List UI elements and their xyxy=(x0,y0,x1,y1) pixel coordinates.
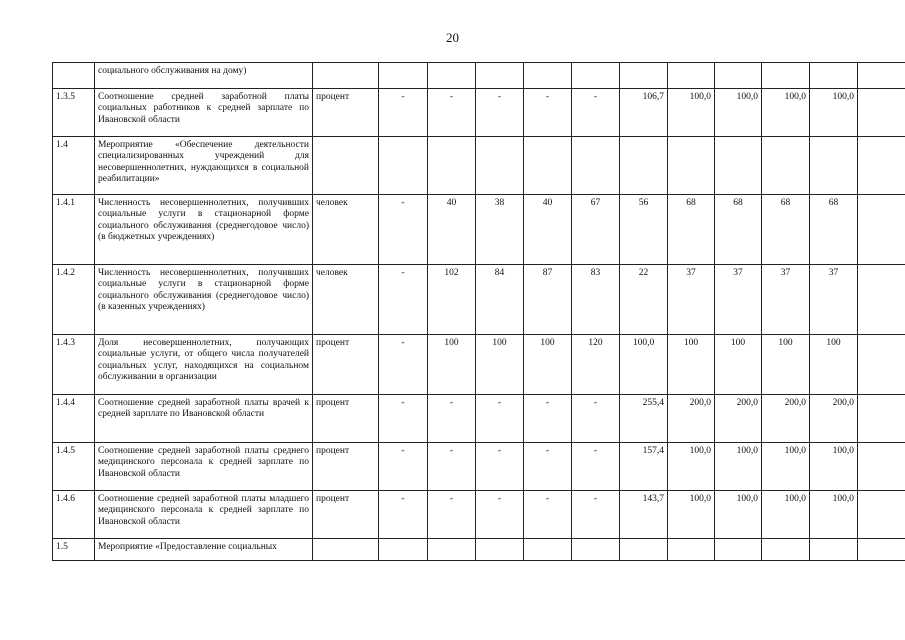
value-cell: 100 xyxy=(715,335,762,395)
value-cell xyxy=(428,63,476,89)
table-row xyxy=(53,539,905,561)
indicator-name: Численность несовершеннолетних, получивших социальные услуги в стационарной форме социального обслуживания (среднегодовое число) (в бюджетных учреждениях) xyxy=(95,195,313,265)
indicator-name: Соотношение средней заработной платы врачей к средней зарплате по Ивановской области xyxy=(95,395,313,443)
value-cell xyxy=(858,539,905,561)
unit-cell: процент xyxy=(313,89,379,137)
value-cell: - xyxy=(524,443,572,491)
value-cell: 37 xyxy=(668,265,715,335)
value-cell: 37 xyxy=(810,265,858,335)
value-cell xyxy=(476,63,524,89)
row-number: 1.4 xyxy=(53,137,95,195)
value-cell: 100,0 xyxy=(668,491,715,539)
value-cell xyxy=(379,539,428,561)
value-cell xyxy=(858,195,905,265)
indicator-name: Доля несовершеннолетних, получающих социальные услуги, от общего числа получателей социальных услуг, находящихся на социальном обслуживании в организации xyxy=(95,335,313,395)
value-cell: - xyxy=(379,89,428,137)
row-number: 1.4.5 xyxy=(53,443,95,491)
indicator-name: социального обслуживания на дому) xyxy=(95,63,313,89)
unit-cell: процент xyxy=(313,443,379,491)
value-cell xyxy=(668,63,715,89)
row-number: 1.3.5 xyxy=(53,89,95,137)
row-number: 1.4.4 xyxy=(53,395,95,443)
value-cell xyxy=(620,63,668,89)
value-cell xyxy=(524,137,572,195)
table-row xyxy=(53,491,905,539)
unit-cell: человек xyxy=(313,195,379,265)
value-cell: 100,0 xyxy=(715,89,762,137)
value-cell: 157,4 xyxy=(620,443,668,491)
value-cell: 100 xyxy=(668,335,715,395)
value-cell: 120 xyxy=(572,335,620,395)
indicator-name: Мероприятие «Обеспечение деятельности специализированных учреждений для несовершеннолетних, нуждающихся в социальной реабилитации» xyxy=(95,137,313,195)
value-cell: - xyxy=(428,395,476,443)
value-cell: 100,0 xyxy=(715,443,762,491)
value-cell: 22 xyxy=(620,265,668,335)
value-cell xyxy=(762,137,810,195)
row-number: 1.4.3 xyxy=(53,335,95,395)
value-cell xyxy=(715,539,762,561)
value-cell xyxy=(620,137,668,195)
value-cell: 100,0 xyxy=(762,491,810,539)
indicator-name: Численность несовершеннолетних, получивших социальные услуги в стационарной форме социального обслуживания (среднегодовое число) (в казенных учреждениях) xyxy=(95,265,313,335)
value-cell xyxy=(858,491,905,539)
table-row xyxy=(53,89,905,137)
value-cell: 100 xyxy=(762,335,810,395)
value-cell xyxy=(668,137,715,195)
value-cell: 87 xyxy=(524,265,572,335)
value-cell: 100,0 xyxy=(668,89,715,137)
value-cell: - xyxy=(476,491,524,539)
value-cell: 200,0 xyxy=(668,395,715,443)
value-cell: 100,0 xyxy=(715,491,762,539)
value-cell xyxy=(810,539,858,561)
value-cell: 68 xyxy=(762,195,810,265)
unit-cell xyxy=(313,63,379,89)
value-cell: - xyxy=(524,395,572,443)
value-cell: 100 xyxy=(428,335,476,395)
value-cell xyxy=(858,63,905,89)
value-cell xyxy=(810,137,858,195)
unit-cell: процент xyxy=(313,491,379,539)
value-cell xyxy=(858,443,905,491)
value-cell: - xyxy=(428,491,476,539)
value-cell xyxy=(858,265,905,335)
value-cell xyxy=(810,63,858,89)
value-cell: 68 xyxy=(810,195,858,265)
unit-cell: человек xyxy=(313,265,379,335)
value-cell: - xyxy=(428,89,476,137)
value-cell: 100,0 xyxy=(810,443,858,491)
table-row xyxy=(53,443,905,491)
unit-cell: процент xyxy=(313,335,379,395)
row-number: 1.4.2 xyxy=(53,265,95,335)
table-row xyxy=(53,335,905,395)
table-row xyxy=(53,265,905,335)
row-number: 1.4.1 xyxy=(53,195,95,265)
value-cell xyxy=(668,539,715,561)
row-number xyxy=(53,63,95,89)
value-cell: - xyxy=(379,195,428,265)
value-cell xyxy=(524,63,572,89)
value-cell: 37 xyxy=(762,265,810,335)
value-cell: - xyxy=(572,443,620,491)
value-cell: 100,0 xyxy=(810,89,858,137)
indicators-table xyxy=(52,62,905,561)
value-cell: - xyxy=(572,491,620,539)
value-cell xyxy=(858,89,905,137)
value-cell: 100,0 xyxy=(620,335,668,395)
value-cell: - xyxy=(379,491,428,539)
value-cell: 100 xyxy=(524,335,572,395)
value-cell: 40 xyxy=(524,195,572,265)
value-cell: 67 xyxy=(572,195,620,265)
value-cell xyxy=(620,539,668,561)
value-cell: 40 xyxy=(428,195,476,265)
table-row xyxy=(53,137,905,195)
unit-cell xyxy=(313,539,379,561)
value-cell: 100,0 xyxy=(762,443,810,491)
value-cell xyxy=(379,137,428,195)
table-row xyxy=(53,395,905,443)
value-cell: 200,0 xyxy=(810,395,858,443)
value-cell xyxy=(524,539,572,561)
value-cell xyxy=(858,137,905,195)
value-cell xyxy=(762,63,810,89)
value-cell: 68 xyxy=(668,195,715,265)
value-cell: 83 xyxy=(572,265,620,335)
value-cell xyxy=(572,137,620,195)
indicator-name: Соотношение средней заработной платы младшего медицинского персонала к средней зарплате по Ивановской области xyxy=(95,491,313,539)
value-cell: 37 xyxy=(715,265,762,335)
value-cell xyxy=(715,137,762,195)
value-cell xyxy=(715,63,762,89)
value-cell: 84 xyxy=(476,265,524,335)
value-cell xyxy=(428,539,476,561)
value-cell: - xyxy=(476,89,524,137)
value-cell: 102 xyxy=(428,265,476,335)
value-cell xyxy=(762,539,810,561)
value-cell: 68 xyxy=(715,195,762,265)
value-cell: 56 xyxy=(620,195,668,265)
value-cell xyxy=(572,63,620,89)
value-cell: 100 xyxy=(810,335,858,395)
value-cell: 100 xyxy=(476,335,524,395)
value-cell: - xyxy=(428,443,476,491)
value-cell: 106,7 xyxy=(620,89,668,137)
unit-cell: процент xyxy=(313,395,379,443)
value-cell: - xyxy=(476,395,524,443)
indicator-name: Соотношение средней заработной платы социальных работников к средней зарплате по Ивановской области xyxy=(95,89,313,137)
indicator-name: Соотношение средней заработной платы среднего медицинского персонала к средней зарплате по Ивановской области xyxy=(95,443,313,491)
value-cell: - xyxy=(524,89,572,137)
value-cell: - xyxy=(379,443,428,491)
value-cell: 100,0 xyxy=(762,89,810,137)
value-cell: 143,7 xyxy=(620,491,668,539)
value-cell: - xyxy=(379,265,428,335)
table-row xyxy=(53,195,905,265)
value-cell: - xyxy=(379,395,428,443)
value-cell xyxy=(858,395,905,443)
value-cell: 255,4 xyxy=(620,395,668,443)
value-cell xyxy=(476,137,524,195)
value-cell: - xyxy=(572,89,620,137)
value-cell xyxy=(572,539,620,561)
value-cell: 200,0 xyxy=(762,395,810,443)
value-cell: - xyxy=(572,395,620,443)
indicator-name: Мероприятие «Предоставление социальных xyxy=(95,539,313,561)
page-number: 20 xyxy=(446,30,459,45)
row-number: 1.5 xyxy=(53,539,95,561)
value-cell xyxy=(379,63,428,89)
value-cell: 100,0 xyxy=(668,443,715,491)
value-cell: - xyxy=(524,491,572,539)
table-body xyxy=(53,63,905,561)
value-cell: - xyxy=(379,335,428,395)
table-row xyxy=(53,63,905,89)
unit-cell xyxy=(313,137,379,195)
value-cell: - xyxy=(476,443,524,491)
row-number: 1.4.6 xyxy=(53,491,95,539)
value-cell xyxy=(858,335,905,395)
value-cell xyxy=(428,137,476,195)
value-cell: 100,0 xyxy=(810,491,858,539)
value-cell: 38 xyxy=(476,195,524,265)
value-cell: 200,0 xyxy=(715,395,762,443)
value-cell xyxy=(476,539,524,561)
